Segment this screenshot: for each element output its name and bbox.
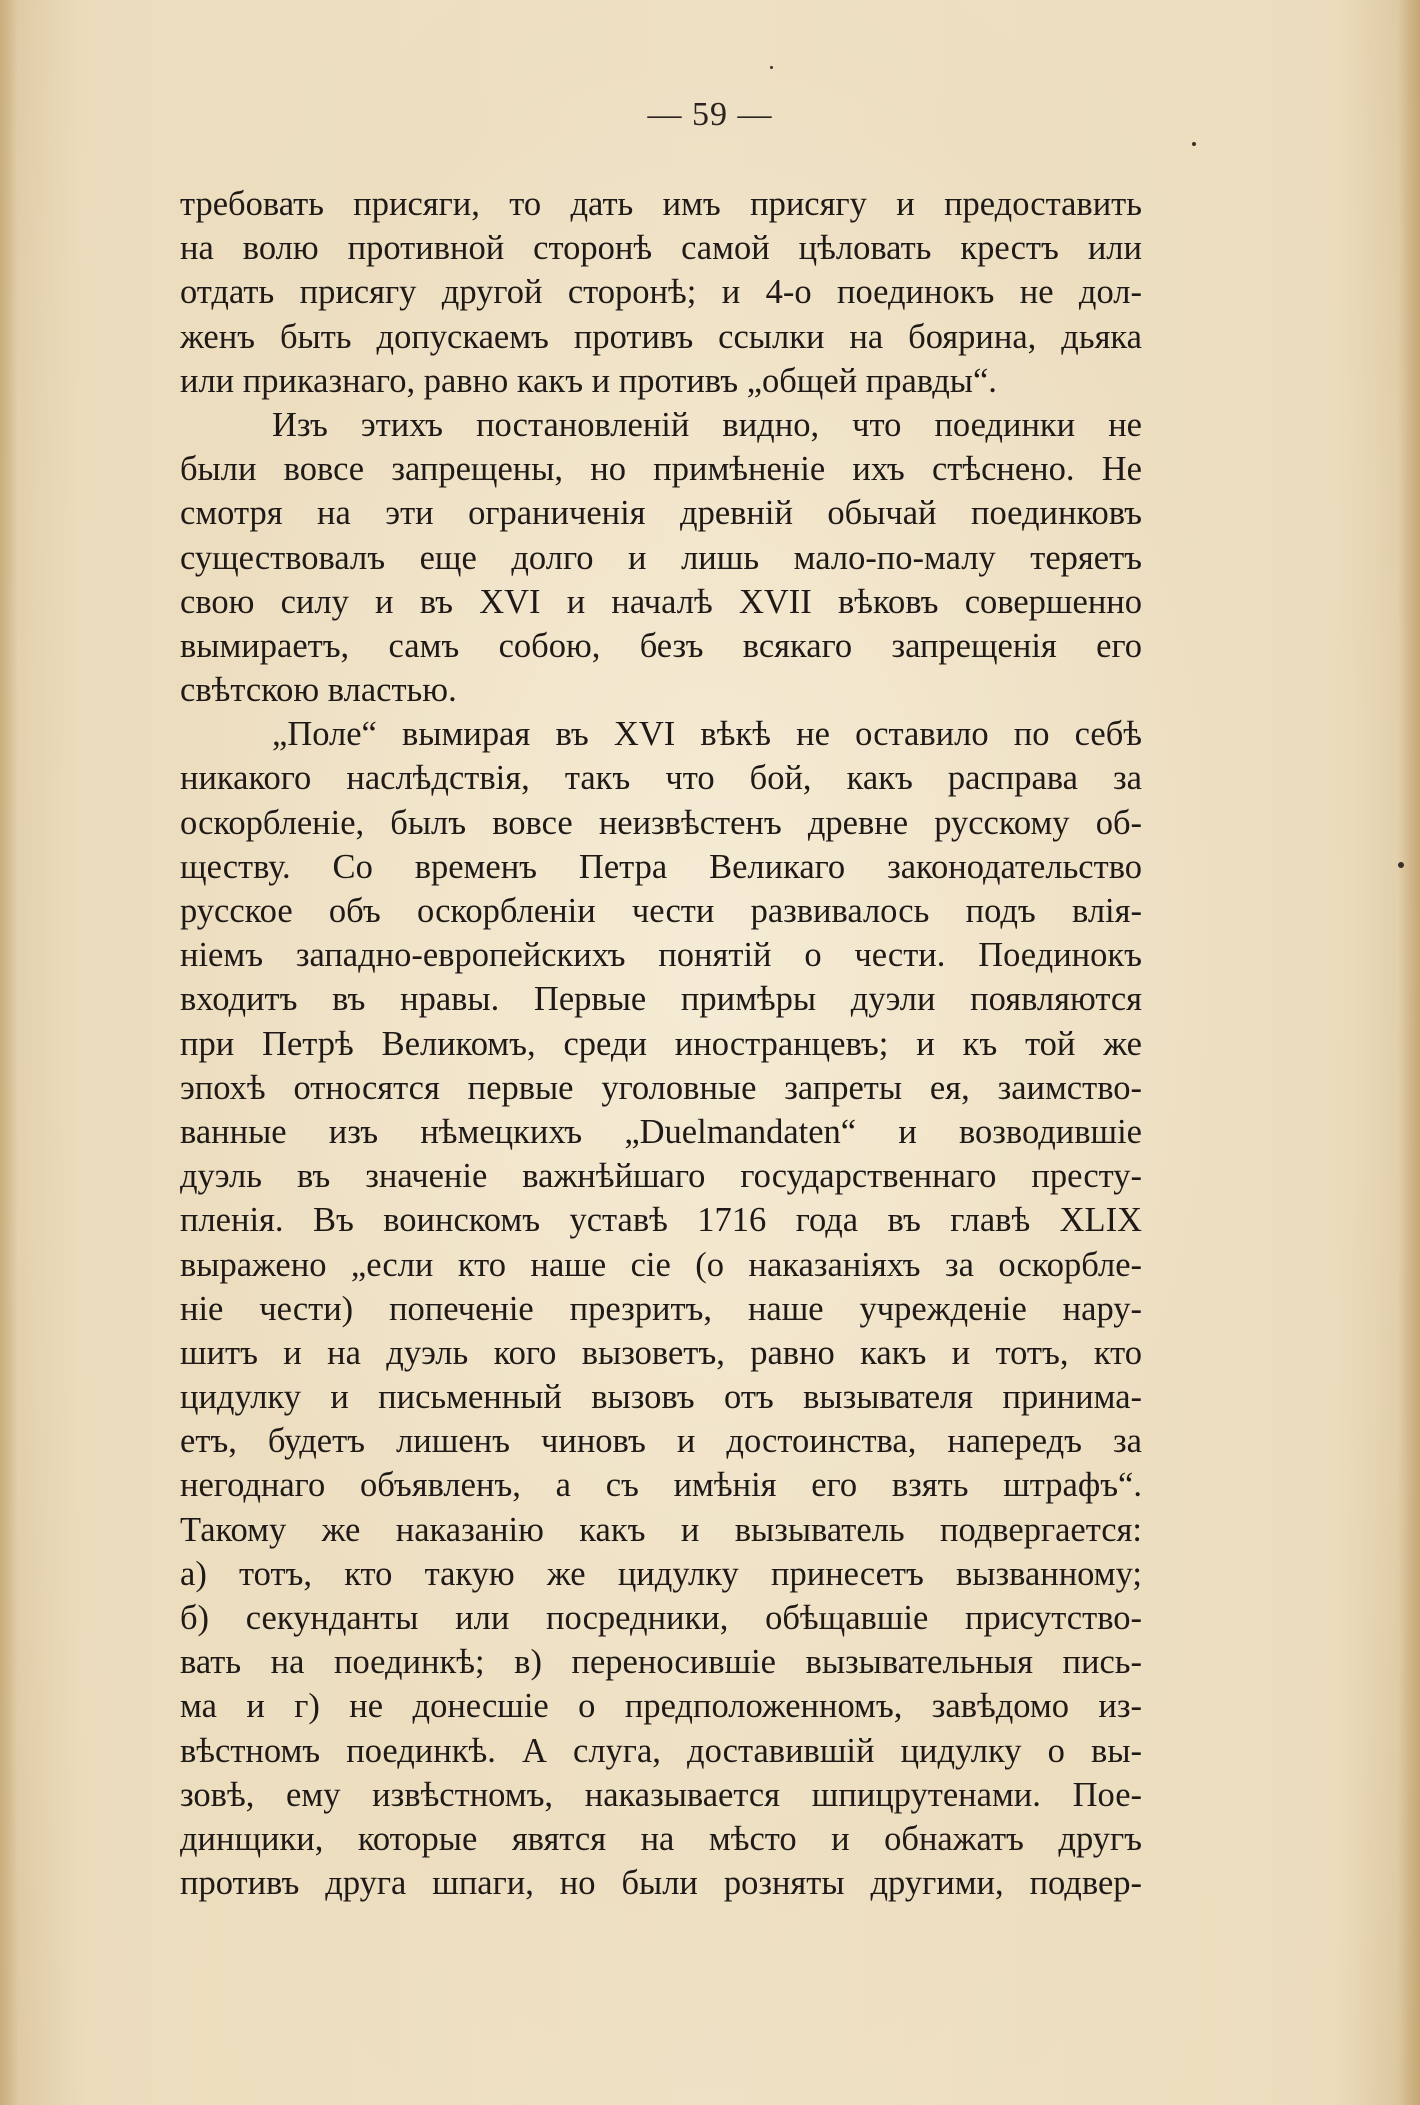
text-line: ніемъ западно-европейскихъ понятій о чести. Поединокъ (180, 936, 1142, 975)
paragraph-first-line: „Поле“ вымирая въ XVI вѣкѣ не оставило по себѣ (272, 715, 1142, 754)
text-line: на волю противной сторонѣ самой цѣловать крестъ или (180, 229, 1142, 268)
text-line: женъ быть допускаемъ противъ ссылки на боярина, дьяка (180, 317, 1142, 356)
text-line: негоднаго объявленъ, а съ имѣнія его взять штрафъ“. (180, 1466, 1142, 1505)
text-line: зовѣ, ему извѣстномъ, наказывается шпицрутенами. Пое- (180, 1775, 1142, 1814)
ink-speck (1398, 862, 1404, 868)
text-line: динщики, которые явятся на мѣсто и обнажатъ другъ (180, 1819, 1142, 1858)
body-text (180, 182, 1142, 1905)
paragraph-first-line: Изъ этихъ постановленій видно, что поединки не (272, 405, 1142, 444)
page-number: — 59 — (647, 96, 773, 133)
text-line: вымираетъ, самъ собою, безъ всякаго запрещенія его (180, 626, 1142, 665)
text-line: вать на поединкѣ; в) переносившіе вызывательныя пись- (180, 1643, 1142, 1682)
text-line: ніе чести) попеченіе презритъ, наше учрежденіе нару- (180, 1289, 1142, 1328)
text-line: Такому же наказанію какъ и вызыватель подвергается: (180, 1510, 1142, 1549)
text-line: свѣтскою властью. (180, 671, 457, 710)
text-line: оскорбленіе, былъ вовсе неизвѣстенъ древне русскому об- (180, 803, 1142, 842)
text-line: русское объ оскорбленіи чести развивалось подъ влія- (180, 892, 1142, 930)
text-line: при Петрѣ Великомъ, среди иностранцевъ; и къ той же (180, 1024, 1142, 1063)
text-line: выражено „если кто наше сіе (о наказаніяхъ за оскорбле- (180, 1245, 1142, 1284)
ink-speck (770, 66, 773, 69)
text-line: а) тотъ, кто такую же цидулку принесетъ вызванному; (180, 1554, 1142, 1593)
text-line: отдать присягу другой сторонѣ; и 4-о поединокъ не дол- (180, 273, 1142, 312)
text-line: етъ, будетъ лишенъ чиновъ и достоинства, напередъ за (180, 1422, 1142, 1461)
text-line: ма и г) не донесшіе о предположенномъ, завѣдомо из- (180, 1687, 1142, 1726)
text-line: шитъ и на дуэль кого вызоветъ, равно какъ и тотъ, кто (180, 1333, 1142, 1372)
text-line: ванные изъ нѣмецкихъ „Duelmandaten“ и возводившіе (180, 1112, 1142, 1151)
text-line: ществу. Со временъ Петра Великаго законодательство (180, 847, 1142, 886)
ink-speck (1192, 142, 1196, 146)
text-line: требовать присяги, то дать имъ присягу и предоставить (180, 185, 1142, 223)
text-line: цидулку и письменный вызовъ отъ вызывателя принима- (180, 1378, 1142, 1417)
text-line: противъ друга шпаги, но были розняты другими, подвер- (180, 1864, 1142, 1903)
page-edge-left (0, 0, 18, 2105)
text-line: пленія. Въ воинскомъ уставѣ 1716 года въ главѣ XLIX (180, 1201, 1142, 1240)
text-line: входитъ въ нравы. Первые примѣры дуэли появляются (180, 980, 1142, 1019)
text-line: свою силу и въ XVI и началѣ XVII вѣковъ совершенно (180, 582, 1142, 621)
text-line: были вовсе запрещены, но примѣненіе ихъ стѣснено. Не (180, 450, 1142, 489)
text-line: существовалъ еще долго и лишь мало-по-малу теряетъ (180, 538, 1142, 577)
text-line: смотря на эти ограниченія древній обычай поединковъ (180, 494, 1142, 533)
text-line: дуэль въ значеніе важнѣйшаго государственнаго престу- (180, 1157, 1142, 1196)
text-line: эпохѣ относятся первые уголовные запреты ея, заимство- (180, 1068, 1142, 1107)
text-line: никакого наслѣдствія, такъ что бой, какъ расправа за (180, 759, 1142, 798)
page-edge-right (1398, 0, 1420, 2105)
text-line: вѣстномъ поединкѣ. А слуга, доставившій цидулку о вы- (180, 1731, 1142, 1770)
text-line: б) секунданты или посредники, обѣщавшіе присутство- (180, 1599, 1142, 1637)
text-line: или приказнаго, равно какъ и противъ „общей правды“. (180, 361, 997, 400)
